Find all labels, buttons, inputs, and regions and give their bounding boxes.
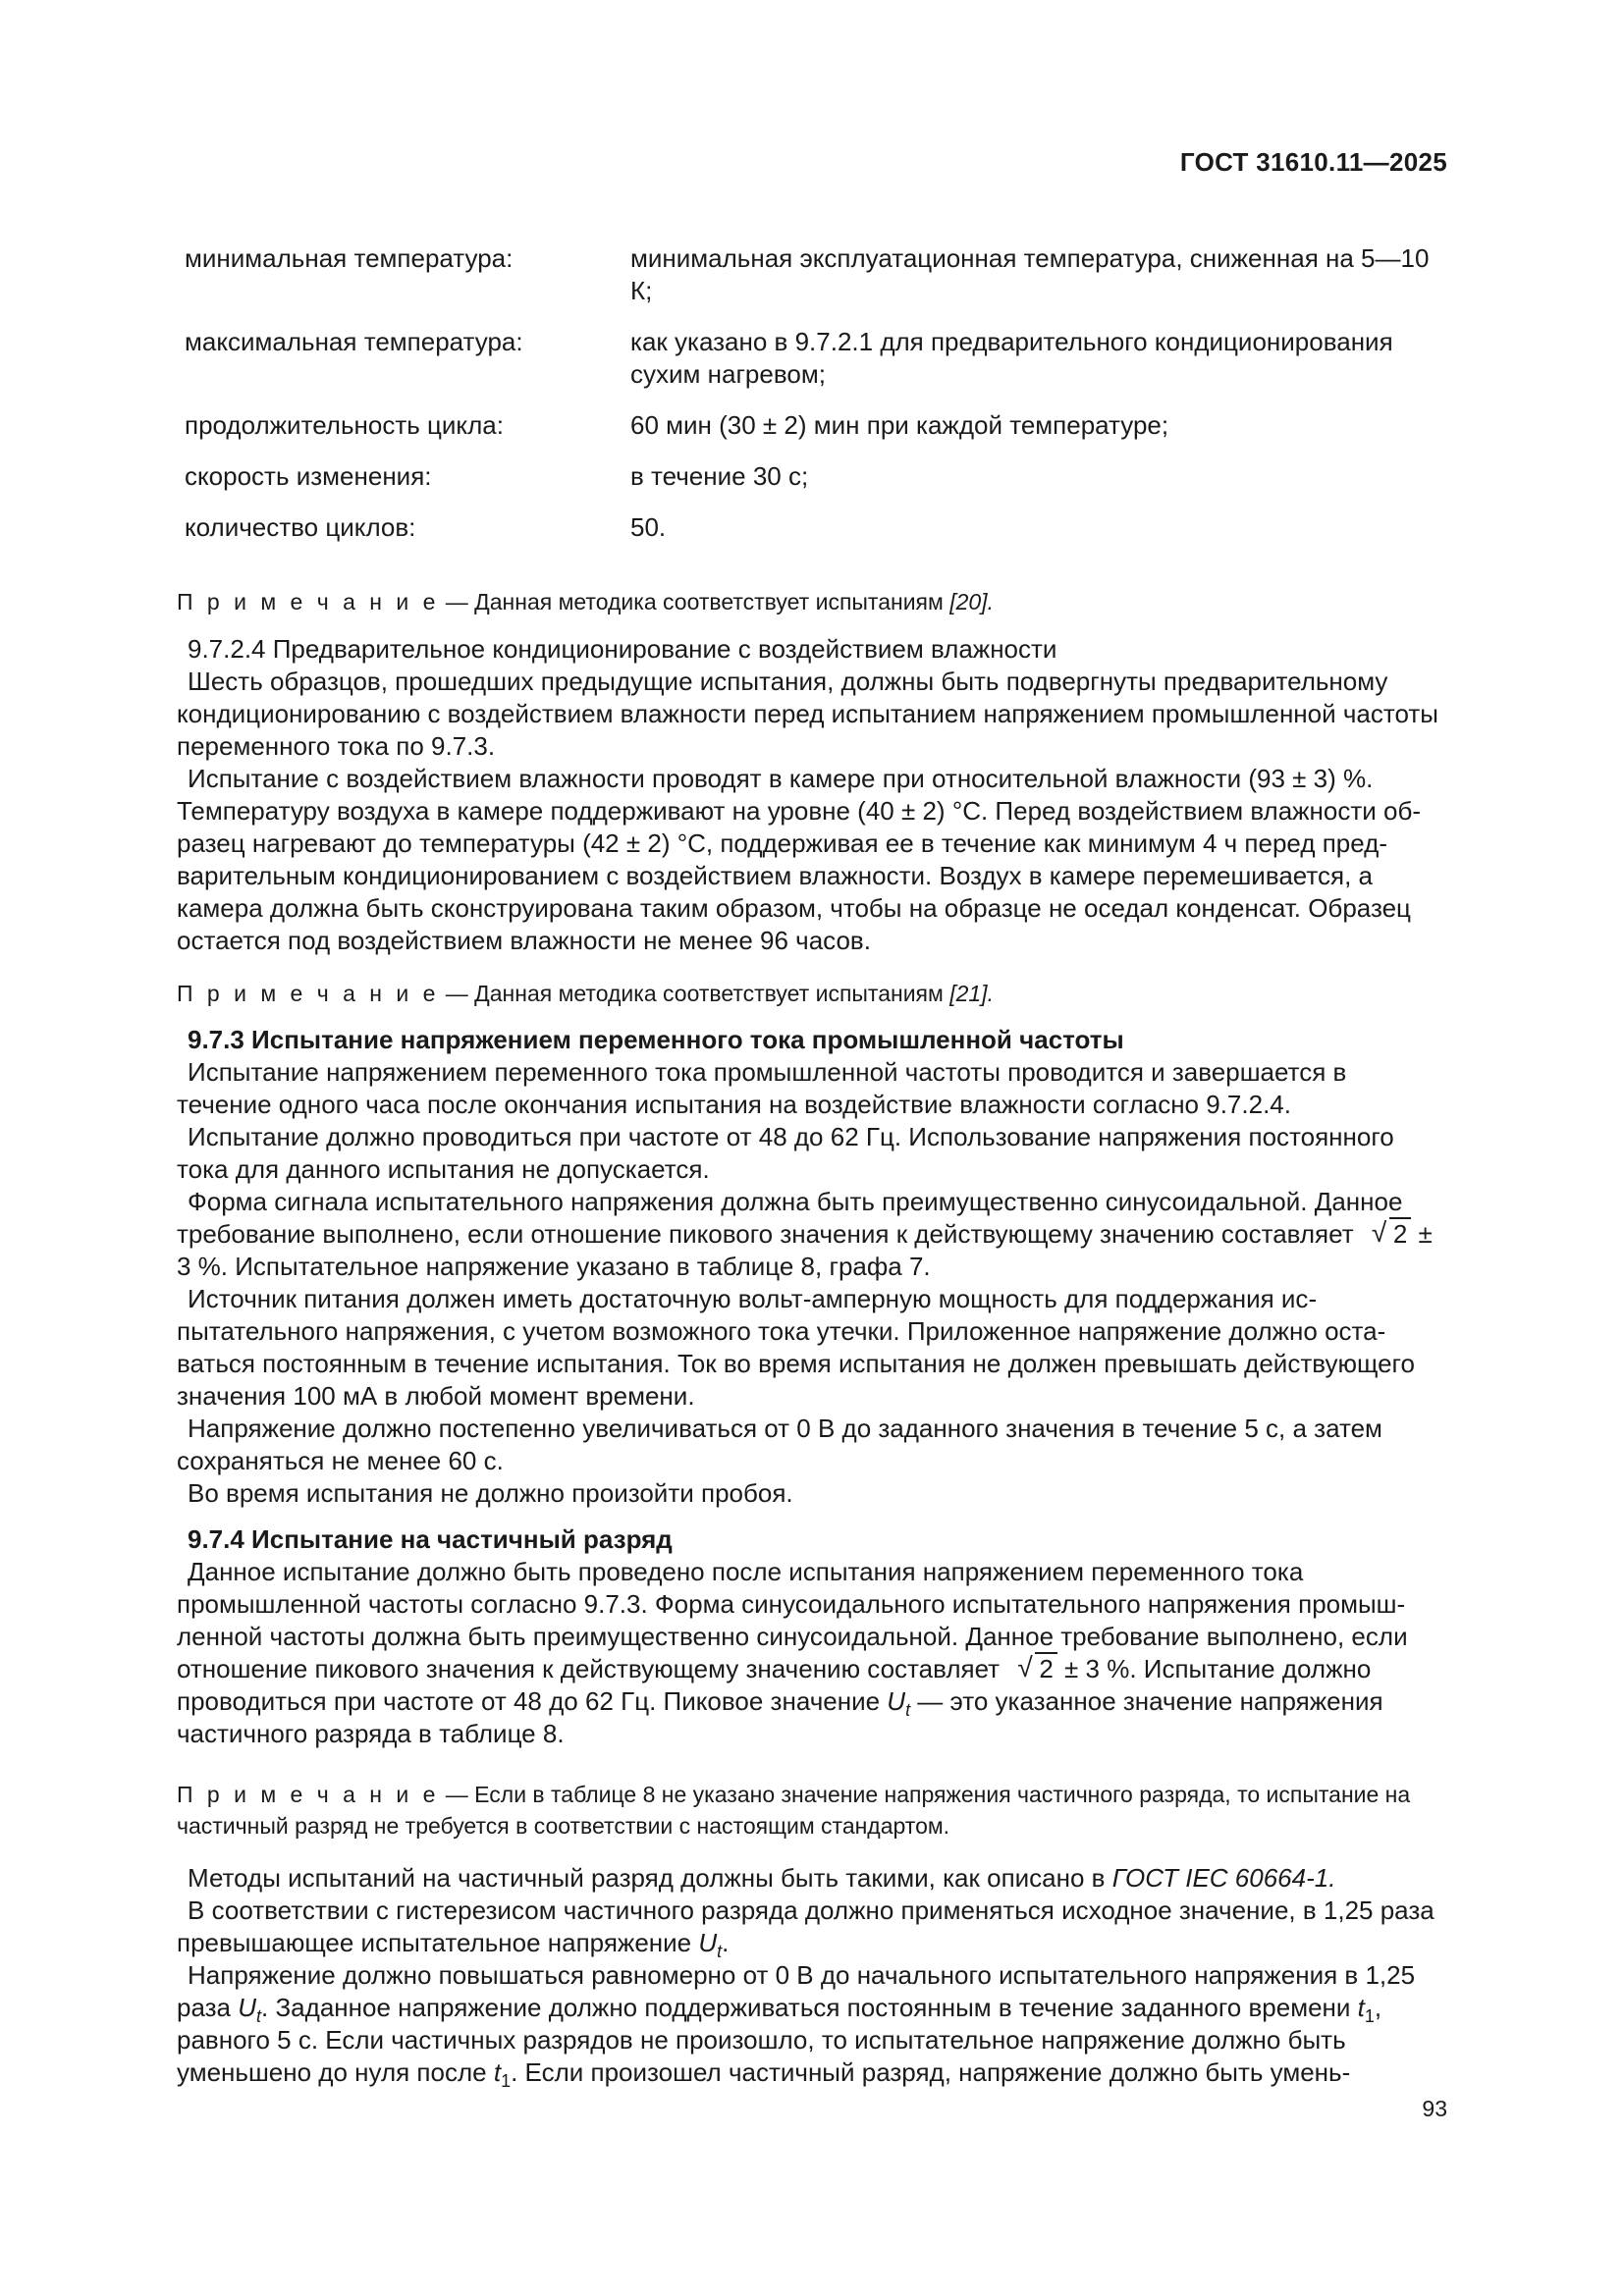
note-3: П р и м е ч а н и е — Если в таблице 8 не указано значение напряжения частичного разряда, то испытание на частичный разряд не требуется в соответствии с настоящим стандартом. (177, 1782, 1411, 1839)
list-item (185, 511, 1447, 544)
section-9-7-4-continued (177, 1862, 1447, 2092)
reference-link: [21]. (949, 981, 994, 1006)
section-9-7-2-4 (177, 633, 1447, 957)
section-title: 9.7.2.4 Предварительное кондиционирование с воздействием влажности (188, 634, 1057, 664)
paragraph: Испытание напряжением переменного тока промышленной частоты проводится и завершается в течение одного часа после окончания испытания на воздействие влажности согласно 9.7.2.4. (177, 1057, 1347, 1119)
reference-link: [20]. (949, 589, 994, 614)
paragraph: Во время испытания не должно произойти пробоя. (188, 1478, 793, 1508)
reference-link: ГОСТ IEC 60664-1. (1111, 1863, 1336, 1893)
sqrt-symbol: √ 2 (1006, 1653, 1056, 1685)
section-9-7-3 (177, 1024, 1447, 1510)
section-heading: 9.7.3 Испытание напряжением переменного тока промышленной частоты (188, 1025, 1124, 1054)
parameter-value: в течение 30 с; (630, 461, 809, 491)
list-item (185, 409, 1447, 442)
parameter-value: 50. (630, 512, 667, 542)
paragraph: Данное испытание должно быть проведено после испытания напряжением переменного тока промышленной частоты согласно 9.7.3. Форма синусоидального испытательного напряжения промышленной частоты должна быть преимущественно синусоидальной. Данное требование выполнено, если отношение пикового значения к действующему значению составляет √ 2 ± 3 %. Испытание должно проводиться при частоте от 48 до 62 Гц. Пиковое значение $U_t$ — это указанное значение напряжения частичного разряда в таблице 8. (177, 1556, 1447, 1750)
paragraph: Испытание должно проводиться при частоте от 48 до 62 Гц. Использование напряжения постоянного тока для данного испытания не допускается. (177, 1122, 1394, 1184)
paragraph: Шесть образцов, прошедших предыдущие испытания, должны быть подвергнуты предварительному кондиционированию с воздействием влажности перед испытанием напряжением промышленной частоты переменного тока по 9.7.3. (177, 667, 1438, 761)
note-2: П р и м е ч а н и е — Данная методика соответствует испытаниям [21]. (177, 981, 994, 1006)
paragraph: Форма сигнала испытательного напряжения должна быть преимущественно синусоидальной. Данное требование выполнено, если отношение пикового значения к действующему значению составляет √ 2 ± 3 %. Испытательное напряжение указано в таблице 8, графа 7. (177, 1186, 1447, 1283)
parameter-list (185, 242, 1447, 562)
parameter-value: 60 мин (30 ± 2) мин при каждой температуре; (630, 410, 1169, 440)
list-item (185, 242, 1447, 307)
sqrt-symbol: √ 2 (1361, 1218, 1411, 1251)
document-code-header: ГОСТ 31610.11—2025 (1179, 147, 1447, 177)
list-item (185, 460, 1447, 493)
section-9-7-4 (177, 1523, 1447, 1750)
parameter-value: как указано в 9.7.2.1 для предварительного кондиционирования сухим нагревом; (630, 327, 1393, 389)
paragraph: Испытание с воздействием влажности проводят в камере при относительной влажности (93 ± 3) %. Температуру воздуха в камере поддерживают на уровне (40 ± 2) °С. Перед воздействием влажности образец нагревают до температуры (42 ± 2) °С, поддерживая ее в течение как минимум 4 ч перед предварительным кондиционированием с воздействием влажности. Воздух в камере перемешивается, а камера должна быть сконструирована таким образом, чтобы на образце не оседал конденсат. Образец остается под воздействием влажности не менее 96 часов. (177, 764, 1422, 955)
parameter-term: количество циклов: (185, 512, 416, 542)
parameter-value: минимальная эксплуатационная температура, сниженная на 5—10 К; (630, 243, 1430, 305)
parameter-term: минимальная температура: (185, 243, 514, 273)
paragraph: В соответствии с гистерезисом частичного разряда должно применяться исходное значение, в 1,25 раза превышающее испытательное напряжение $U_t$. (177, 1896, 1435, 1962)
note-label: П р и м е ч а н и е (177, 981, 440, 1006)
paragraph: Методы испытаний на частичный разряд должны быть такими, как описано в ГОСТ IEC 60664-1. (188, 1863, 1336, 1893)
list-item (185, 326, 1447, 391)
parameter-term: продолжительность цикла: (185, 410, 504, 440)
paragraph: Напряжение должно повышаться равномерно от 0 В до начального испытательного напряжения в 1,25 раза $U_t$. Заданное напряжение должно поддерживаться постоянным в течение заданного времени $t_1$, равного 5 с. Если частичных разрядов не произошло, то испытательное напряжение должно быть уменьшено до нуля после $t_1$. Если произошел частичный разряд, напряжение должно быть умень- (177, 1960, 1416, 2092)
paragraph: Напряжение должно постепенно увеличиваться от 0 В до заданного значения в течение 5 с, а затем сохраняться не менее 60 с. (177, 1414, 1382, 1475)
note-1: П р и м е ч а н и е — Данная методика соответствует испытаниям [20]. (177, 589, 994, 614)
parameter-term: максимальная температура: (185, 327, 523, 356)
page-number: 93 (1422, 2096, 1447, 2121)
note-label: П р и м е ч а н и е (177, 589, 440, 614)
paragraph: Источник питания должен иметь достаточную вольт-амперную мощность для поддержания испытательного напряжения, с учетом возможного тока утечки. Приложенное напряжение должно оставаться постоянным в течение испытания. Ток во время испытания не должен превышать действующего значения 100 мА в любой момент времени. (177, 1284, 1415, 1411)
parameter-term: скорость изменения: (185, 461, 432, 491)
note-label: П р и м е ч а н и е (177, 1782, 440, 1807)
section-heading: 9.7.4 Испытание на частичный разряд (188, 1524, 673, 1554)
